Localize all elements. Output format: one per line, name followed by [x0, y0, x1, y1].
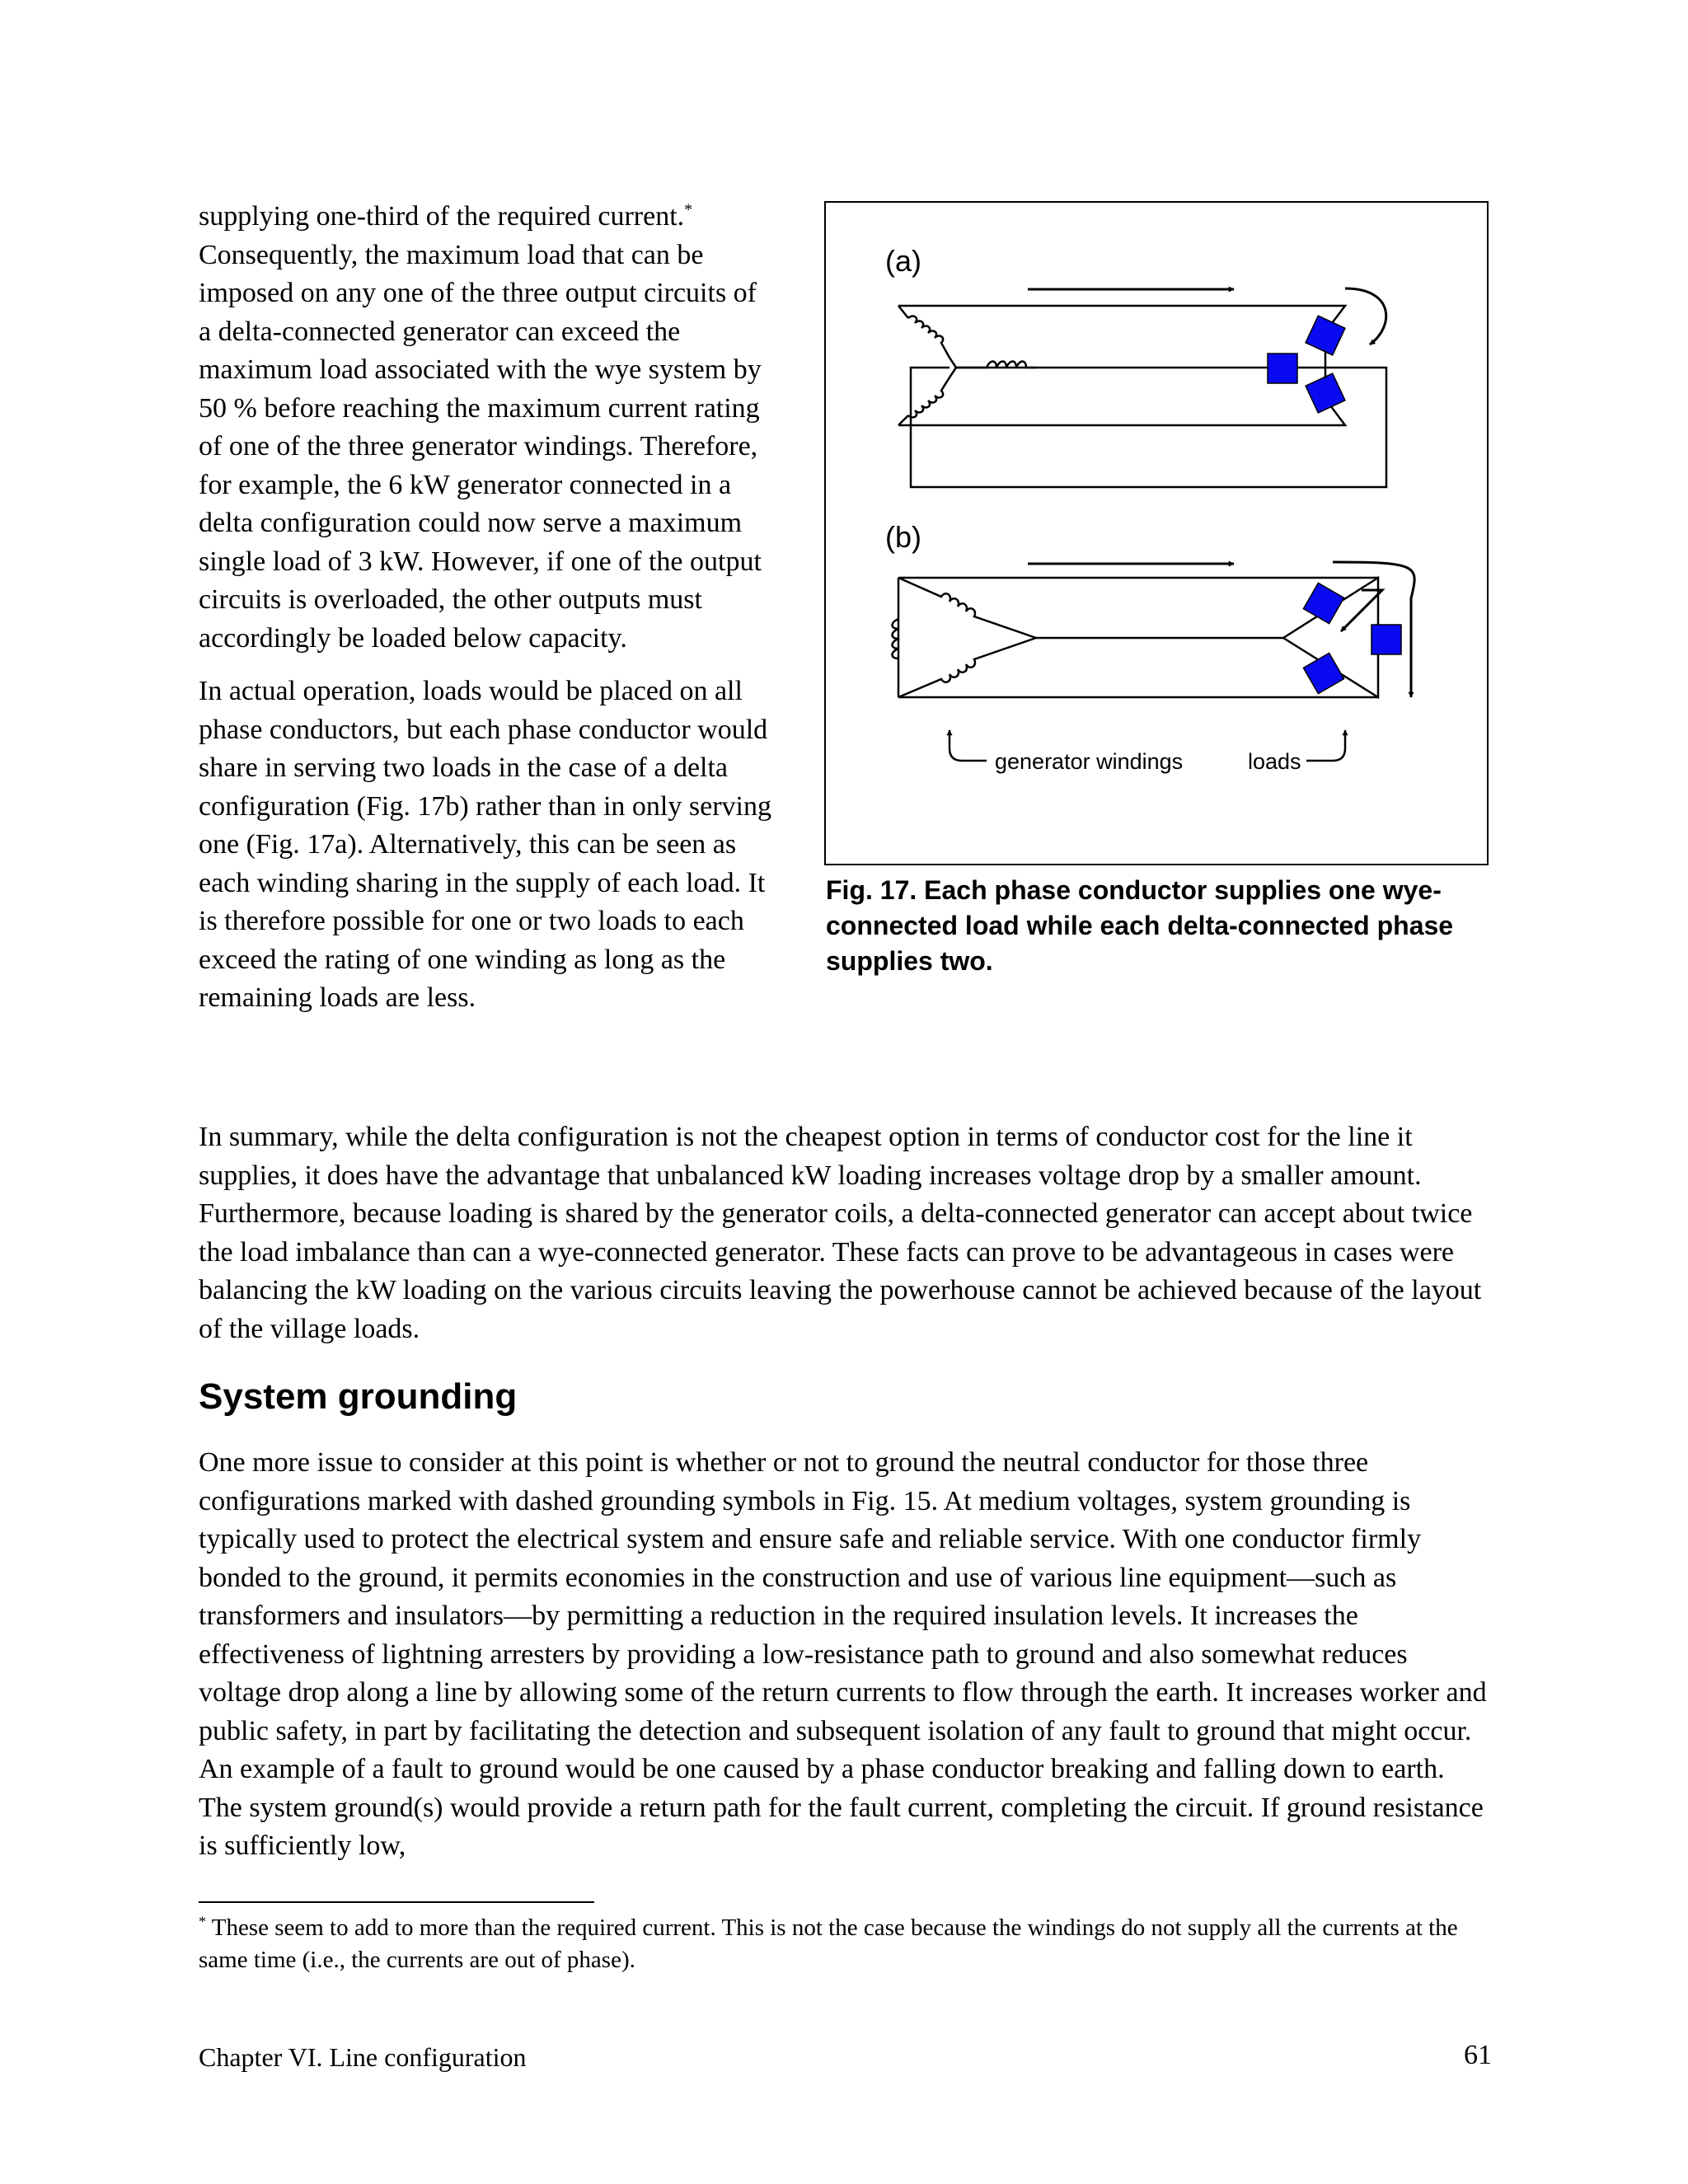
figure-17	[824, 201, 1489, 865]
figure-caption: Fig. 17. Each phase conductor supplies one wye-connected load while each delta-connected phase supplies two.	[826, 875, 1454, 976]
left-column	[199, 198, 776, 1018]
footnote-text: These seem to add to more than the required current. This is not the case because the windings do not supply all the currents at the same time (i.e., the currents are out of phase).	[199, 1915, 1458, 1973]
paragraph-grounding: One more issue to consider at this point is whether or not to ground the neutral conductor for those three configurations marked with dashed grounding symbols in Fig. 15. At medium voltages, system grounding is typically used to protect the electrical system and ensure safe and reliable service. With one conductor firmly bonded to the ground, it permits economies in the construction and use of various line equipment—such as transformers and insulators—by permitting a reduction in the required insulation levels. It increases the effectiveness of lightning arresters by providing a low-resistance path to ground and also somewhat reduces voltage drop along a line by allowing some of the return currents to flow through the earth. It increases worker and public safety, in part by facilitating the detection and subsequent isolation of any fault to ground that might occur. An example of a fault to ground would be one caused by a phase conductor breaking and falling down to earth. The system ground(s) would provide a return path for the fault current, completing the circuit. If ground resistance is sufficiently low,	[199, 1447, 1487, 1861]
windings-callout-arrow	[950, 730, 987, 761]
winding-a1	[898, 306, 956, 368]
paragraph-summary: In summary, while the delta configuration is not the cheapest option in terms of conductor cost for the line it supplies, it does have the advantage that unbalanced kW loading increases voltage drop by a smaller amount. Furthermore, because loading is shared by the generator coils, a delta-connected generator can accept about twice the load imbalance than can a wye-connected generator. These facts can prove to be advantageous in cases were balancing the kW loading on the various circuits leaving the powerhouse cannot be achieved because of the layout of the village loads.	[199, 1122, 1482, 1344]
label-b: (b)	[885, 520, 921, 554]
load-a-middle	[1268, 354, 1297, 383]
label-generator-windings: generator windings	[995, 749, 1184, 774]
load-a-bottom	[1306, 373, 1345, 413]
footnote-reference[interactable]: *	[684, 200, 693, 219]
paragraph-overload	[199, 198, 776, 658]
footnote-mark: *	[199, 1913, 206, 1930]
label-loads: loads	[1248, 749, 1301, 774]
load-a-top	[1306, 316, 1345, 355]
page-number: 61	[1464, 2040, 1492, 2070]
winding-b1	[898, 578, 1036, 638]
footnote-divider	[199, 1901, 594, 1903]
section-heading: System grounding	[199, 1376, 518, 1417]
load-b-top	[1303, 583, 1343, 623]
paragraph-overload-start: supplying one-third of the required current.	[199, 201, 685, 232]
load-b-right	[1372, 625, 1401, 654]
label-a: (a)	[885, 244, 921, 278]
paragraph-actual-operation: In actual operation, loads would be placed on all phase conductors, but each phase conductor would share in serving two loads in the case of a delta configuration (Fig. 17b) rather than in only serving one (Fig. 17a). Alternatively, this can be seen as each winding sharing in the supply of each load. It is therefore possible for one or two loads to each exceed the rating of one winding as long as the remaining loads are less.	[199, 676, 771, 1013]
paragraph-overload-rest: Consequently, the maximum load that can be imposed on any one of the three output circuits of a delta-connected generator can exceed the maximum load associated with the wye system by 50 % before reaching the maximum current rating of one of the three generator windings. Therefore, for example, the 6 kW generator connected in a delta configuration could now serve a maximum single load of 3 kW. However, if one of the output circuits is overloaded, the other outputs must accordingly be loaded below capacity.	[199, 239, 762, 654]
winding-a2	[898, 368, 956, 425]
footnote	[199, 1912, 1493, 1976]
phase-conductor-top-a	[898, 306, 1345, 333]
load-b-bottom	[1303, 653, 1343, 693]
loop-arrow-a	[1345, 288, 1386, 344]
phase-conductor-bottom-a	[898, 392, 1345, 425]
winding-b2	[898, 638, 1036, 697]
figure-17-diagram	[826, 203, 1489, 865]
loads-callout-arrow	[1306, 730, 1345, 761]
footer-chapter: Chapter VI. Line configuration	[199, 2042, 527, 2072]
